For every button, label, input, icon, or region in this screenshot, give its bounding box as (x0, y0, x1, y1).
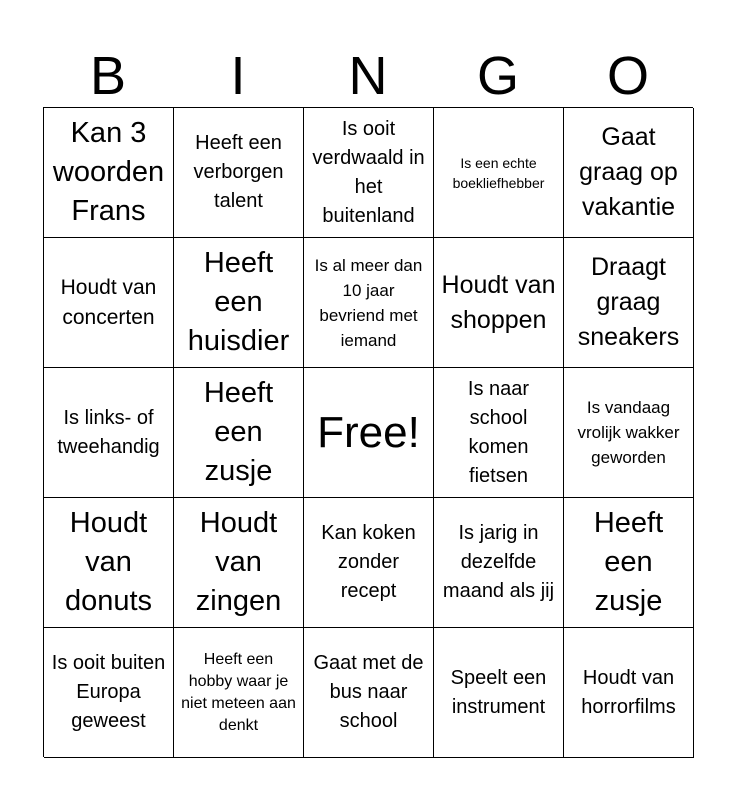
bingo-cell: Is links- of tweehandig (44, 368, 174, 498)
bingo-cell: Is naar school komen fietsen (434, 368, 564, 498)
bingo-cell: Houdt van zingen (174, 498, 304, 628)
header-letter-n: N (348, 46, 388, 106)
bingo-cell: Houdt van horrorfilms (564, 628, 694, 758)
bingo-cell: Heeft een hobby waar je niet meteen aan denkt (174, 628, 304, 758)
bingo-cell: Houdt van shoppen (434, 238, 564, 368)
bingo-cell: Speelt een instrument (434, 628, 564, 758)
bingo-cell: Houdt van donuts (44, 498, 174, 628)
bingo-cell: Is een echte boekliefhebber (434, 108, 564, 238)
bingo-cell: Is vandaag vrolijk wakker geworden (564, 368, 694, 498)
bingo-cell: Is jarig in dezelfde maand als jij (434, 498, 564, 628)
header-letter-g: G (476, 46, 519, 106)
header-letter-i: I (230, 46, 246, 106)
free-space: Free! (304, 368, 434, 498)
bingo-cell: Kan koken zonder recept (304, 498, 434, 628)
bingo-cell: Is ooit verdwaald in het buitenland (304, 108, 434, 238)
bingo-cell: Kan 3 woorden Frans (44, 108, 174, 238)
bingo-cell: Gaat met de bus naar school (304, 628, 434, 758)
bingo-cell: Heeft een huisdier (174, 238, 304, 368)
bingo-cell: Heeft een zusje (564, 498, 694, 628)
bingo-cell: Draagt graag sneakers (564, 238, 694, 368)
bingo-cell: Gaat graag op vakantie (564, 108, 694, 238)
bingo-cell: Is al meer dan 10 jaar bevriend met iemand (304, 238, 434, 368)
bingo-card-grid (43, 107, 693, 757)
header-letter-b: B (89, 46, 127, 106)
bingo-header (43, 44, 693, 108)
header-letter-o: O (606, 46, 649, 106)
bingo-cell: Is ooit buiten Europa geweest (44, 628, 174, 758)
bingo-cell: Heeft een zusje (174, 368, 304, 498)
bingo-cell: Houdt van concerten (44, 238, 174, 368)
bingo-cell: Heeft een verborgen talent (174, 108, 304, 238)
